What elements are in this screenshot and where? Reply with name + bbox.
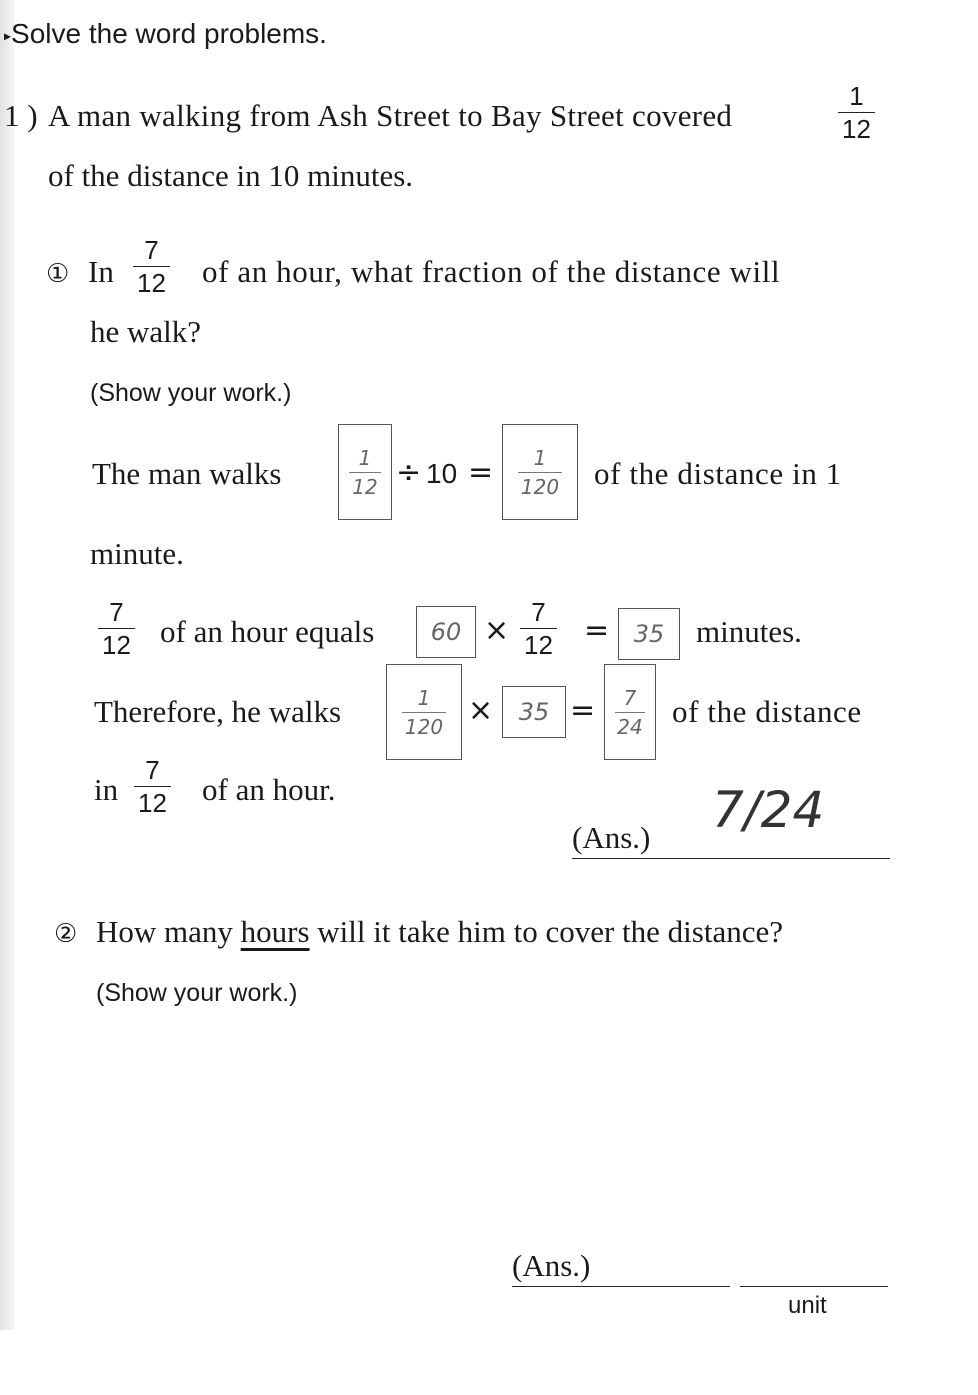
of-hour-text: of an hour. [202, 772, 336, 807]
answer-box-minutes-2[interactable]: 35 [502, 686, 566, 738]
divide-sign: ÷ [396, 455, 422, 490]
minutes-text: minutes. [696, 614, 802, 649]
in-text: in [94, 772, 119, 807]
fraction-numerator: 7 [531, 597, 546, 627]
answer-box-minutes[interactable]: 35 [618, 608, 680, 660]
hour-fraction [98, 598, 135, 659]
problem-fraction [838, 82, 875, 143]
equals-sign: = [584, 613, 610, 648]
unit-label: unit [788, 1292, 827, 1319]
unit-line[interactable] [740, 1286, 888, 1287]
problem-text-line1: A man walking from Ash Street to Bay Street covered [48, 98, 733, 133]
page-binding-edge [0, 0, 14, 1330]
box-numerator: 1 [358, 445, 372, 470]
equals-sign: = [468, 455, 494, 490]
question-1-prefix: In [88, 254, 114, 289]
fraction-numerator: 7 [109, 597, 124, 627]
box-denominator: 120 [404, 714, 444, 739]
equals-sign: = [570, 693, 596, 728]
fraction-denominator: 12 [137, 268, 166, 298]
fraction-numerator: 7 [144, 235, 159, 265]
question-1-marker: ① [46, 258, 70, 288]
divisor: 10 [426, 458, 458, 489]
fraction-denominator: 12 [102, 630, 131, 660]
answer-value-handwritten[interactable]: 7/24 [712, 781, 825, 839]
question-1-fraction [133, 236, 170, 297]
bullet-icon: ▸ [4, 27, 12, 44]
times-sign: × [484, 613, 510, 648]
walks-suffix: of the distance in 1 [594, 456, 842, 491]
in-fraction [134, 756, 171, 817]
times-sign: × [468, 693, 494, 728]
distance-text: of the distance [672, 694, 862, 729]
show-work-label: (Show your work.) [90, 379, 292, 407]
answer-box-minutes-per-hour[interactable]: 60 [416, 606, 476, 658]
answer-underline [572, 858, 890, 859]
answer-label-2: (Ans.) [512, 1248, 591, 1283]
minute-text: minute. [90, 536, 184, 571]
question-1-text1: of an hour, what fraction of the distance will [202, 254, 781, 289]
fraction-numerator: 1 [849, 81, 864, 111]
box-numerator: 7 [623, 685, 637, 710]
problem-number: 1 ) [4, 98, 38, 133]
question-2-marker: ② [54, 918, 78, 948]
hour-text: of an hour equals [160, 614, 375, 649]
fraction-numerator: 7 [145, 755, 160, 785]
question-2-text-pre: How many [96, 914, 233, 949]
answer-box-fraction-3[interactable] [386, 664, 462, 760]
box-denominator: 120 [520, 474, 560, 499]
walks-label: The man walks [92, 456, 282, 491]
fraction-denominator: 12 [842, 114, 871, 144]
answer-box-fraction-2[interactable] [502, 424, 578, 520]
box-denominator: 24 [617, 714, 643, 739]
answer-box-fraction-1[interactable] [338, 424, 392, 520]
problem-text-line2: of the distance in 10 minutes. [48, 158, 414, 193]
box-numerator: 1 [417, 685, 431, 710]
therefore-text: Therefore, he walks [94, 694, 342, 729]
answer-box-fraction-4[interactable] [604, 664, 656, 760]
question-2-text [96, 914, 783, 950]
show-work-label-2: (Show your work.) [96, 979, 298, 1007]
box-denominator: 12 [352, 474, 378, 499]
fraction-denominator: 12 [524, 630, 553, 660]
fraction-denominator: 12 [138, 788, 167, 818]
hour-fraction-2 [520, 598, 557, 659]
answer-label: (Ans.) [572, 820, 651, 855]
question-2-text-post: will it take him to cover the distance? [317, 914, 784, 949]
box-numerator: 1 [533, 445, 547, 470]
answer-line-2[interactable] [512, 1286, 730, 1287]
instruction-heading: ▸Solve the word problems. [4, 18, 327, 49]
question-1-text2: he walk? [90, 314, 202, 349]
underlined-word-hours: hours [240, 914, 310, 949]
